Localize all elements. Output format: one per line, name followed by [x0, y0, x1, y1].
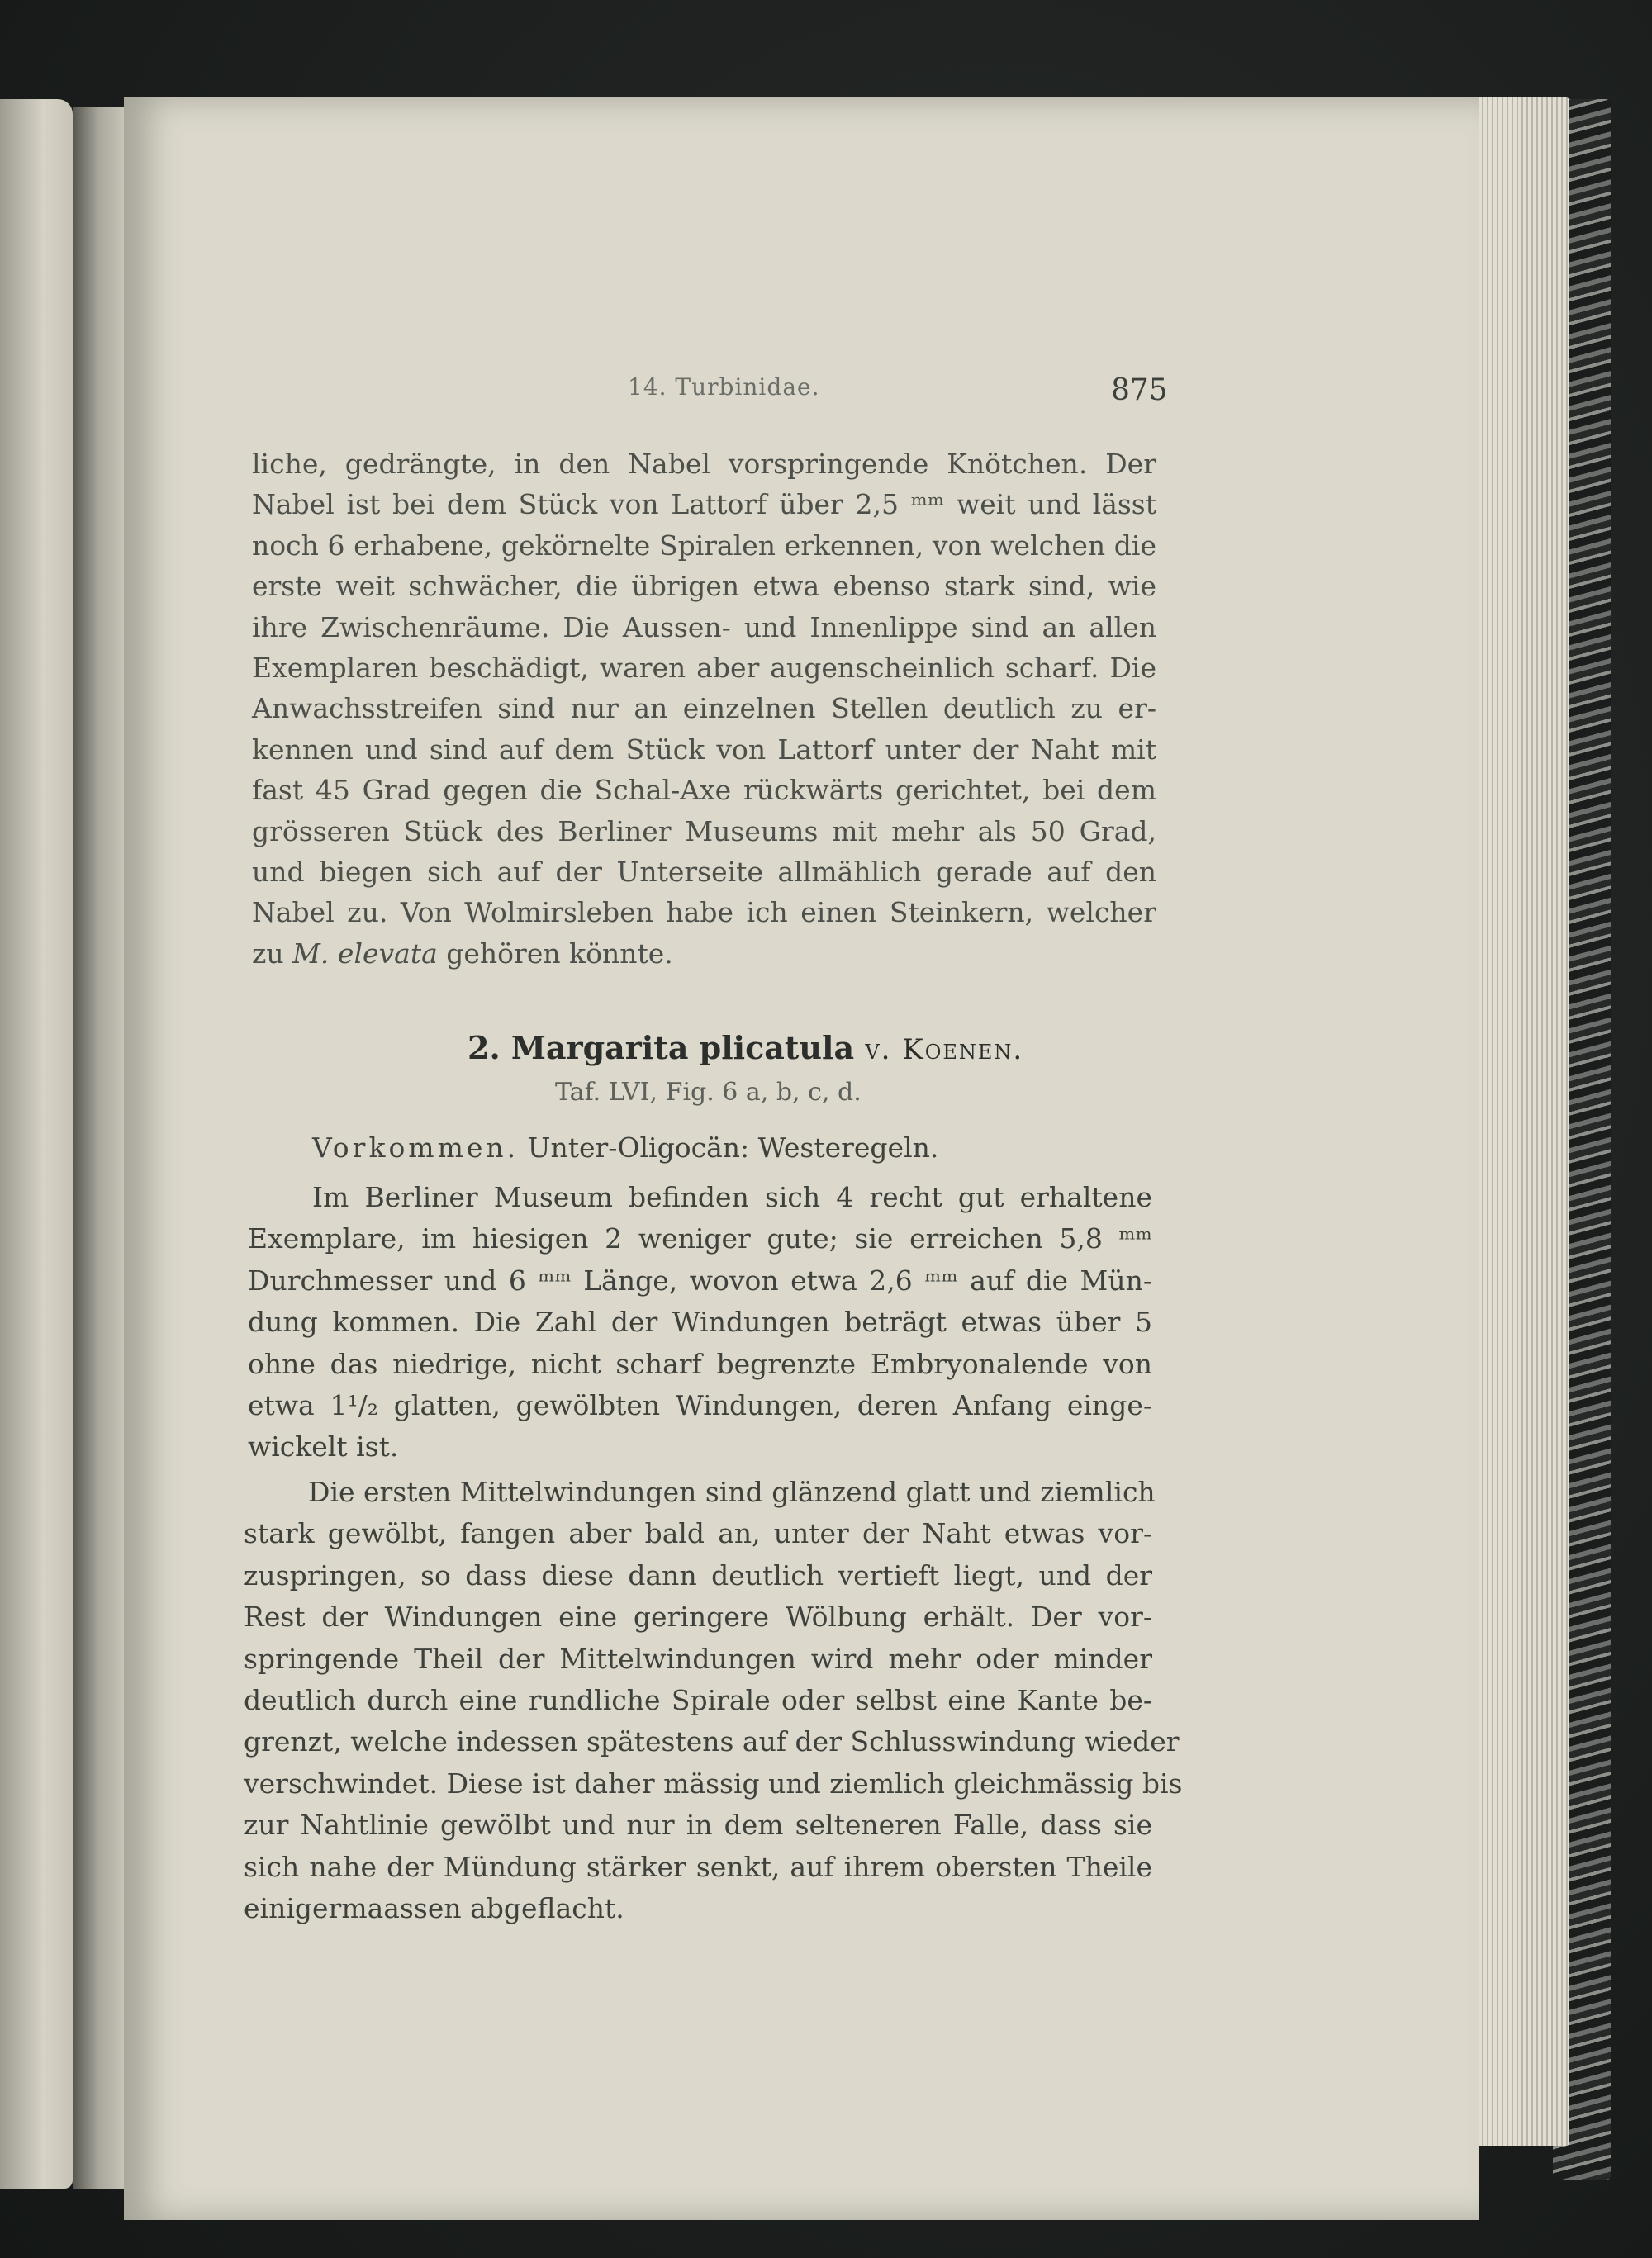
species-number: 2. — [468, 1029, 501, 1066]
book-gutter — [73, 107, 131, 2189]
text-line: sich nahe der Mündung stärker senkt, auf ihrem obersten Theile — [244, 1850, 1152, 1883]
text-line: fast 45 Grad gegen die Schal-Axe rückwärts gerichtet, bei dem — [252, 774, 1156, 807]
text-line: Durchmesser und 6 ᵐᵐ Länge, wovon etwa 2,6 ᵐᵐ auf die Mün- — [248, 1264, 1152, 1297]
text-line: springende Theil der Mittelwindungen wird mehr oder minder — [244, 1642, 1152, 1675]
text-line: ihre Zwischenräume. Die Aussen- und Innenlippe sind an allen — [252, 610, 1156, 643]
species-reference: M. elevata — [292, 937, 438, 970]
paragraph-1 — [252, 444, 1156, 974]
paragraph-2 — [248, 1177, 1152, 1468]
text-line: Im Berliner Museum befinden sich 4 recht gut erhaltene — [312, 1181, 1152, 1213]
text-line: Rest der Windungen eine geringere Wölbung erhält. Der vor- — [244, 1601, 1152, 1634]
page-number: 875 — [1111, 373, 1168, 407]
text-fragment: zu — [252, 937, 293, 970]
text-line: verschwindet. Diese ist daher mässig und ziemlich gleichmässig bis — [244, 1767, 1183, 1800]
species-heading — [468, 1029, 1023, 1066]
text-line: dung kommen. Die Zahl der Windungen beträgt etwas über 5 — [248, 1306, 1152, 1339]
text-line: stark gewölbt, fangen aber bald an, unter der Naht etwas vor- — [244, 1517, 1152, 1550]
species-author: v. Koenen. — [865, 1033, 1024, 1066]
text-line: grösseren Stück des Berliner Museums mit mehr als 50 Grad, — [252, 814, 1156, 847]
species-name: Margarita plicatula — [510, 1029, 855, 1066]
text-line: deutlich durch eine rundliche Spirale oder selbst eine Kante be- — [244, 1684, 1152, 1717]
text-fragment: gehören könnte. — [437, 937, 673, 970]
text-line: Anwachsstreifen sind nur an einzelnen Stellen deutlich zu er- — [252, 692, 1156, 725]
running-header: 14. Turbinidae. — [628, 373, 820, 401]
text-line: etwa 1¹/₂ glatten, gewölbten Windungen, deren Anfang einge- — [248, 1389, 1152, 1422]
text-line: zuspringen, so dass diese dann deutlich vertieft liegt, und der — [244, 1558, 1152, 1592]
text-line: Nabel zu. Von Wolmirsleben habe ich einen Steinkern, welcher — [252, 896, 1156, 929]
occurrence-text — [312, 1127, 1138, 1169]
paragraph-3 — [244, 1472, 1183, 1929]
text-line: kennen und sind auf dem Stück von Lattorf unter der Naht mit — [252, 733, 1156, 766]
occurrence-label: Vorkommen. — [312, 1131, 520, 1164]
plate-reference: Taf. LVI, Fig. 6 a, b, c, d. — [555, 1078, 862, 1107]
text-line: erste weit schwächer, die übrigen etwa ebenso stark sind, wie — [252, 570, 1156, 603]
occurrence-value: Unter-Oligocän: Westeregeln. — [527, 1131, 939, 1164]
text-line-last: einigermaassen abgeflacht. — [244, 1892, 624, 1925]
text-line: Die ersten Mittelwindungen sind glänzend glatt und ziemlich — [308, 1476, 1156, 1508]
text-line: liche, gedrängte, in den Nabel vorspringende Knötchen. Der — [252, 448, 1156, 480]
left-page-edge — [0, 99, 73, 2189]
text-line: noch 6 erhabene, gekörnelte Spiralen erkennen, von welchen die — [252, 529, 1156, 562]
text-line: zur Nahtlinie gewölbt und nur in dem selteneren Falle, dass sie — [244, 1809, 1152, 1842]
occurrence-line — [312, 1127, 1138, 1169]
text-line: grenzt, welche indessen spätestens auf der Schlusswindung wieder — [244, 1725, 1180, 1758]
text-line-last — [252, 933, 1156, 974]
text-line: Exemplare, im hiesigen 2 weniger gute; sie erreichen 5,8 ᵐᵐ — [248, 1222, 1152, 1255]
text-line: Nabel ist bei dem Stück von Lattorf über 2,5 ᵐᵐ weit und lässt — [252, 488, 1156, 521]
text-line: Exemplaren beschädigt, waren aber augenscheinlich scharf. Die — [252, 652, 1156, 685]
text-line: ohne das niedrige, nicht scharf begrenzte Embryonalende von — [248, 1347, 1152, 1380]
text-line: und biegen sich auf der Unterseite allmählich gerade auf den — [252, 856, 1156, 889]
text-line-last: wickelt ist. — [248, 1430, 399, 1463]
